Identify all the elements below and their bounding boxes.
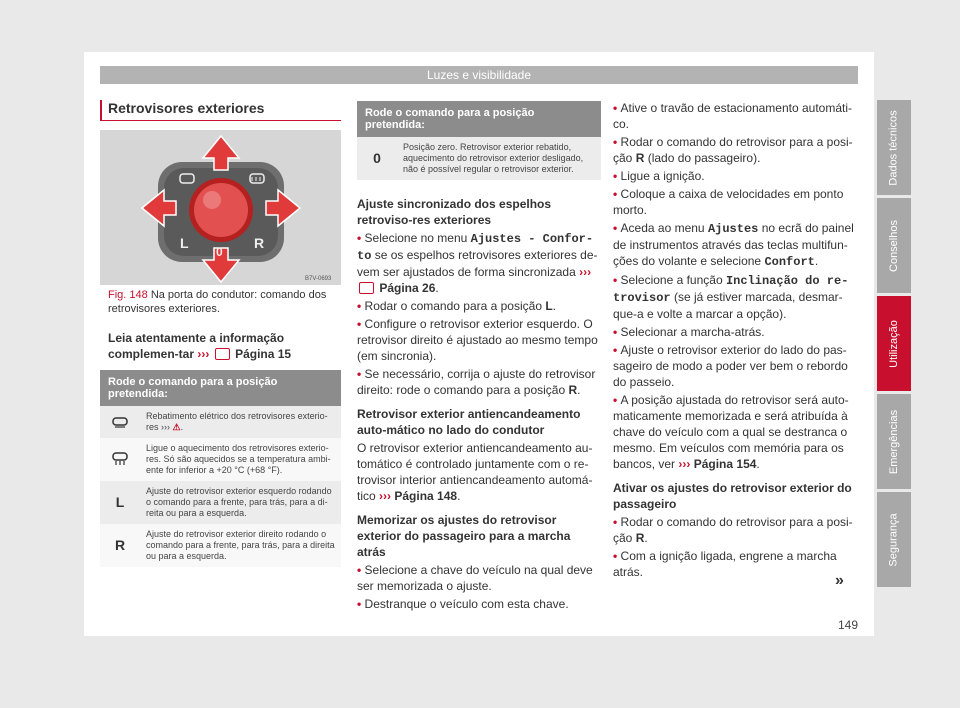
list-item: • Ative o travão de estacionamento automáti-co. — [613, 100, 858, 132]
mirror-fold-icon — [100, 406, 140, 438]
list-item: • Selecione a chave do veículo na qual deve ser memorizada o ajuste. — [357, 562, 602, 594]
list-item: • Selecionar a marcha-atrás. — [613, 324, 858, 340]
mirror-heat-icon — [100, 438, 140, 481]
table-row — [100, 438, 341, 481]
tab-conselhos[interactable]: Conselhos — [877, 198, 911, 293]
page-reference-link[interactable]: Página 26 — [379, 281, 436, 295]
section-title: Retrovisores exteriores — [108, 100, 265, 116]
list-item: • Rodar o comando do retrovisor para a posi-ção R. — [613, 514, 858, 546]
middle-column — [357, 188, 602, 614]
table-symbol: R — [100, 524, 140, 567]
book-icon — [215, 348, 230, 360]
figure-code: B7V-0693 — [305, 276, 332, 282]
subheading: Ajuste sincronizado dos espelhos retroviso-res exteriores — [357, 197, 552, 227]
menu-option: Confort — [764, 255, 815, 269]
knob-label-left: L — [180, 235, 189, 251]
list-item: • Aceda ao menu Ajustes no ecrã do painel de instrumentos através das teclas multifun-ções do volante e selecione Confort. — [613, 220, 858, 270]
subheading: Retrovisor exterior antiencandeamento auto-mático no lado do condutor — [357, 407, 581, 437]
table-cell: Posição zero. Retrovisor exterior rebatido, aquecimento do retrovisor exterior desligado, não é possível regular o retrovisor exterior. — [397, 137, 601, 180]
table-symbol: L — [100, 481, 140, 524]
table-cell: Ligue o aquecimento dos retrovisores exterio-res. Só são aquecidos se a temperatura ambi-ente for inferior a +20 °C (+68 °F). — [140, 438, 341, 481]
list-item: • Ajuste o retrovisor exterior do lado do pas-sageiro de modo a poder ver bem o rebordo do passeio. — [613, 342, 858, 390]
additional-info-text: Leia atentamente a informação complemen-tar — [108, 331, 285, 361]
warning-triangle-icon: ⚠ — [172, 422, 181, 432]
list-item: • A posição ajustada do retrovisor será auto-maticamente memorizada e será atribuída à chave do veículo com a qual se destranca o mesmo. Em veículos com memória para os bancos, ver ››› Página 154. — [613, 392, 858, 472]
mirror-control-illustration — [100, 130, 341, 285]
tab-emergencias[interactable]: Emergências — [877, 394, 911, 489]
menu-path: Ajustes — [707, 222, 759, 236]
list-item: • Configure o retrovisor exterior esquerdo. O retrovisor direito é ajustado ao mesmo tempo (em sincronia). — [357, 316, 602, 364]
menu-path: Ajustes - Confor-to — [357, 232, 594, 263]
continue-arrows: » — [835, 572, 844, 589]
reference-arrows: ››› — [197, 347, 210, 361]
chapter-header: Luzes e visibilidade — [100, 66, 858, 84]
table-row — [100, 524, 341, 567]
list-item: • Destranque o veículo com esta chave. — [357, 596, 602, 612]
book-icon — [359, 282, 374, 294]
table-cell: Rebatimento elétrico dos retrovisores exterio-res ››› ⚠. — [140, 406, 341, 438]
table-row — [357, 137, 601, 180]
table-row — [100, 406, 341, 438]
section-underline — [100, 120, 341, 121]
additional-info-reference — [108, 330, 338, 362]
menu-option: Inclinação do re-trovisor — [613, 274, 849, 305]
table-cell: Ajuste do retrovisor exterior direito rodando o comando para a frente, para trás, para a direita ou para a esquerda. — [140, 524, 341, 567]
subheading: Ativar os ajustes do retrovisor exterior do passageiro — [613, 481, 852, 511]
page-reference-link[interactable]: Página 148 — [394, 489, 458, 503]
knob — [194, 183, 248, 237]
tab-utilizacao[interactable]: Utilização — [877, 296, 911, 391]
list-item: • Rodar o comando do retrovisor para a posi-ção R (lado do passageiro). — [613, 134, 858, 166]
list-item: • Rodar o comando para a posição L. — [357, 298, 602, 314]
page-number: 149 — [838, 618, 859, 632]
list-item: • Se necessário, corrija o ajuste do retrovisor direito: rode o comando para a posição R. — [357, 366, 602, 398]
section-marker — [100, 100, 102, 120]
page-reference-link[interactable]: Página 15 — [235, 347, 292, 361]
right-column — [613, 100, 858, 582]
mirror-control-figure — [100, 130, 341, 285]
tab-seguranca[interactable]: Segurança — [877, 492, 911, 587]
paragraph: O retrovisor exterior antiencandeamento au-tomático é controlado juntamente com o re-trovisor interior antiencandeamento automá-tico ››› Página 148. — [357, 441, 593, 503]
zero-position-table — [357, 101, 601, 180]
figure-caption-text: Na porta do condutor: comando dos retrovisores exteriores. — [108, 289, 327, 315]
list-item: • Coloque a caixa de velocidades em ponto morto. — [613, 186, 858, 218]
knob-label-right: R — [254, 235, 265, 251]
table-cell: Ajuste do retrovisor exterior esquerdo rodando o comando para a frente, para trás, para a di-reita ou para a esquerda. — [140, 481, 341, 524]
list-item: • Selecione a função Inclinação do re-trovisor (se já estiver marcada, desmar-que-a e volte a marcar a opção). — [613, 272, 858, 322]
table-row — [100, 481, 341, 524]
table-header: Rode o comando para a posição pretendida: — [100, 370, 341, 406]
page-reference-link[interactable]: Página 154 — [693, 457, 757, 471]
table-header: Rode o comando para a posição pretendida: — [357, 101, 601, 137]
list-item: • Ligue a ignição. — [613, 168, 858, 184]
tab-dados-tecnicos[interactable]: Dados técnicos — [877, 100, 911, 195]
list-item: • Com a ignição ligada, engrene a marcha atrás. — [613, 548, 858, 580]
figure-label: Fig. 148 — [108, 289, 148, 301]
subheading: Memorizar os ajustes do retrovisor exterior do passageiro para a marcha atrás — [357, 513, 571, 559]
figure-caption — [108, 288, 338, 316]
knob-label-center: 0 — [216, 245, 223, 259]
knob-positions-table — [100, 370, 341, 567]
table-symbol: 0 — [357, 137, 397, 180]
list-item: • Selecione no menu Ajustes - Confor-to se os espelhos retrovisores exteriores de-vem ser ajustados de forma sincronizada ››› Página 26. — [357, 230, 602, 296]
